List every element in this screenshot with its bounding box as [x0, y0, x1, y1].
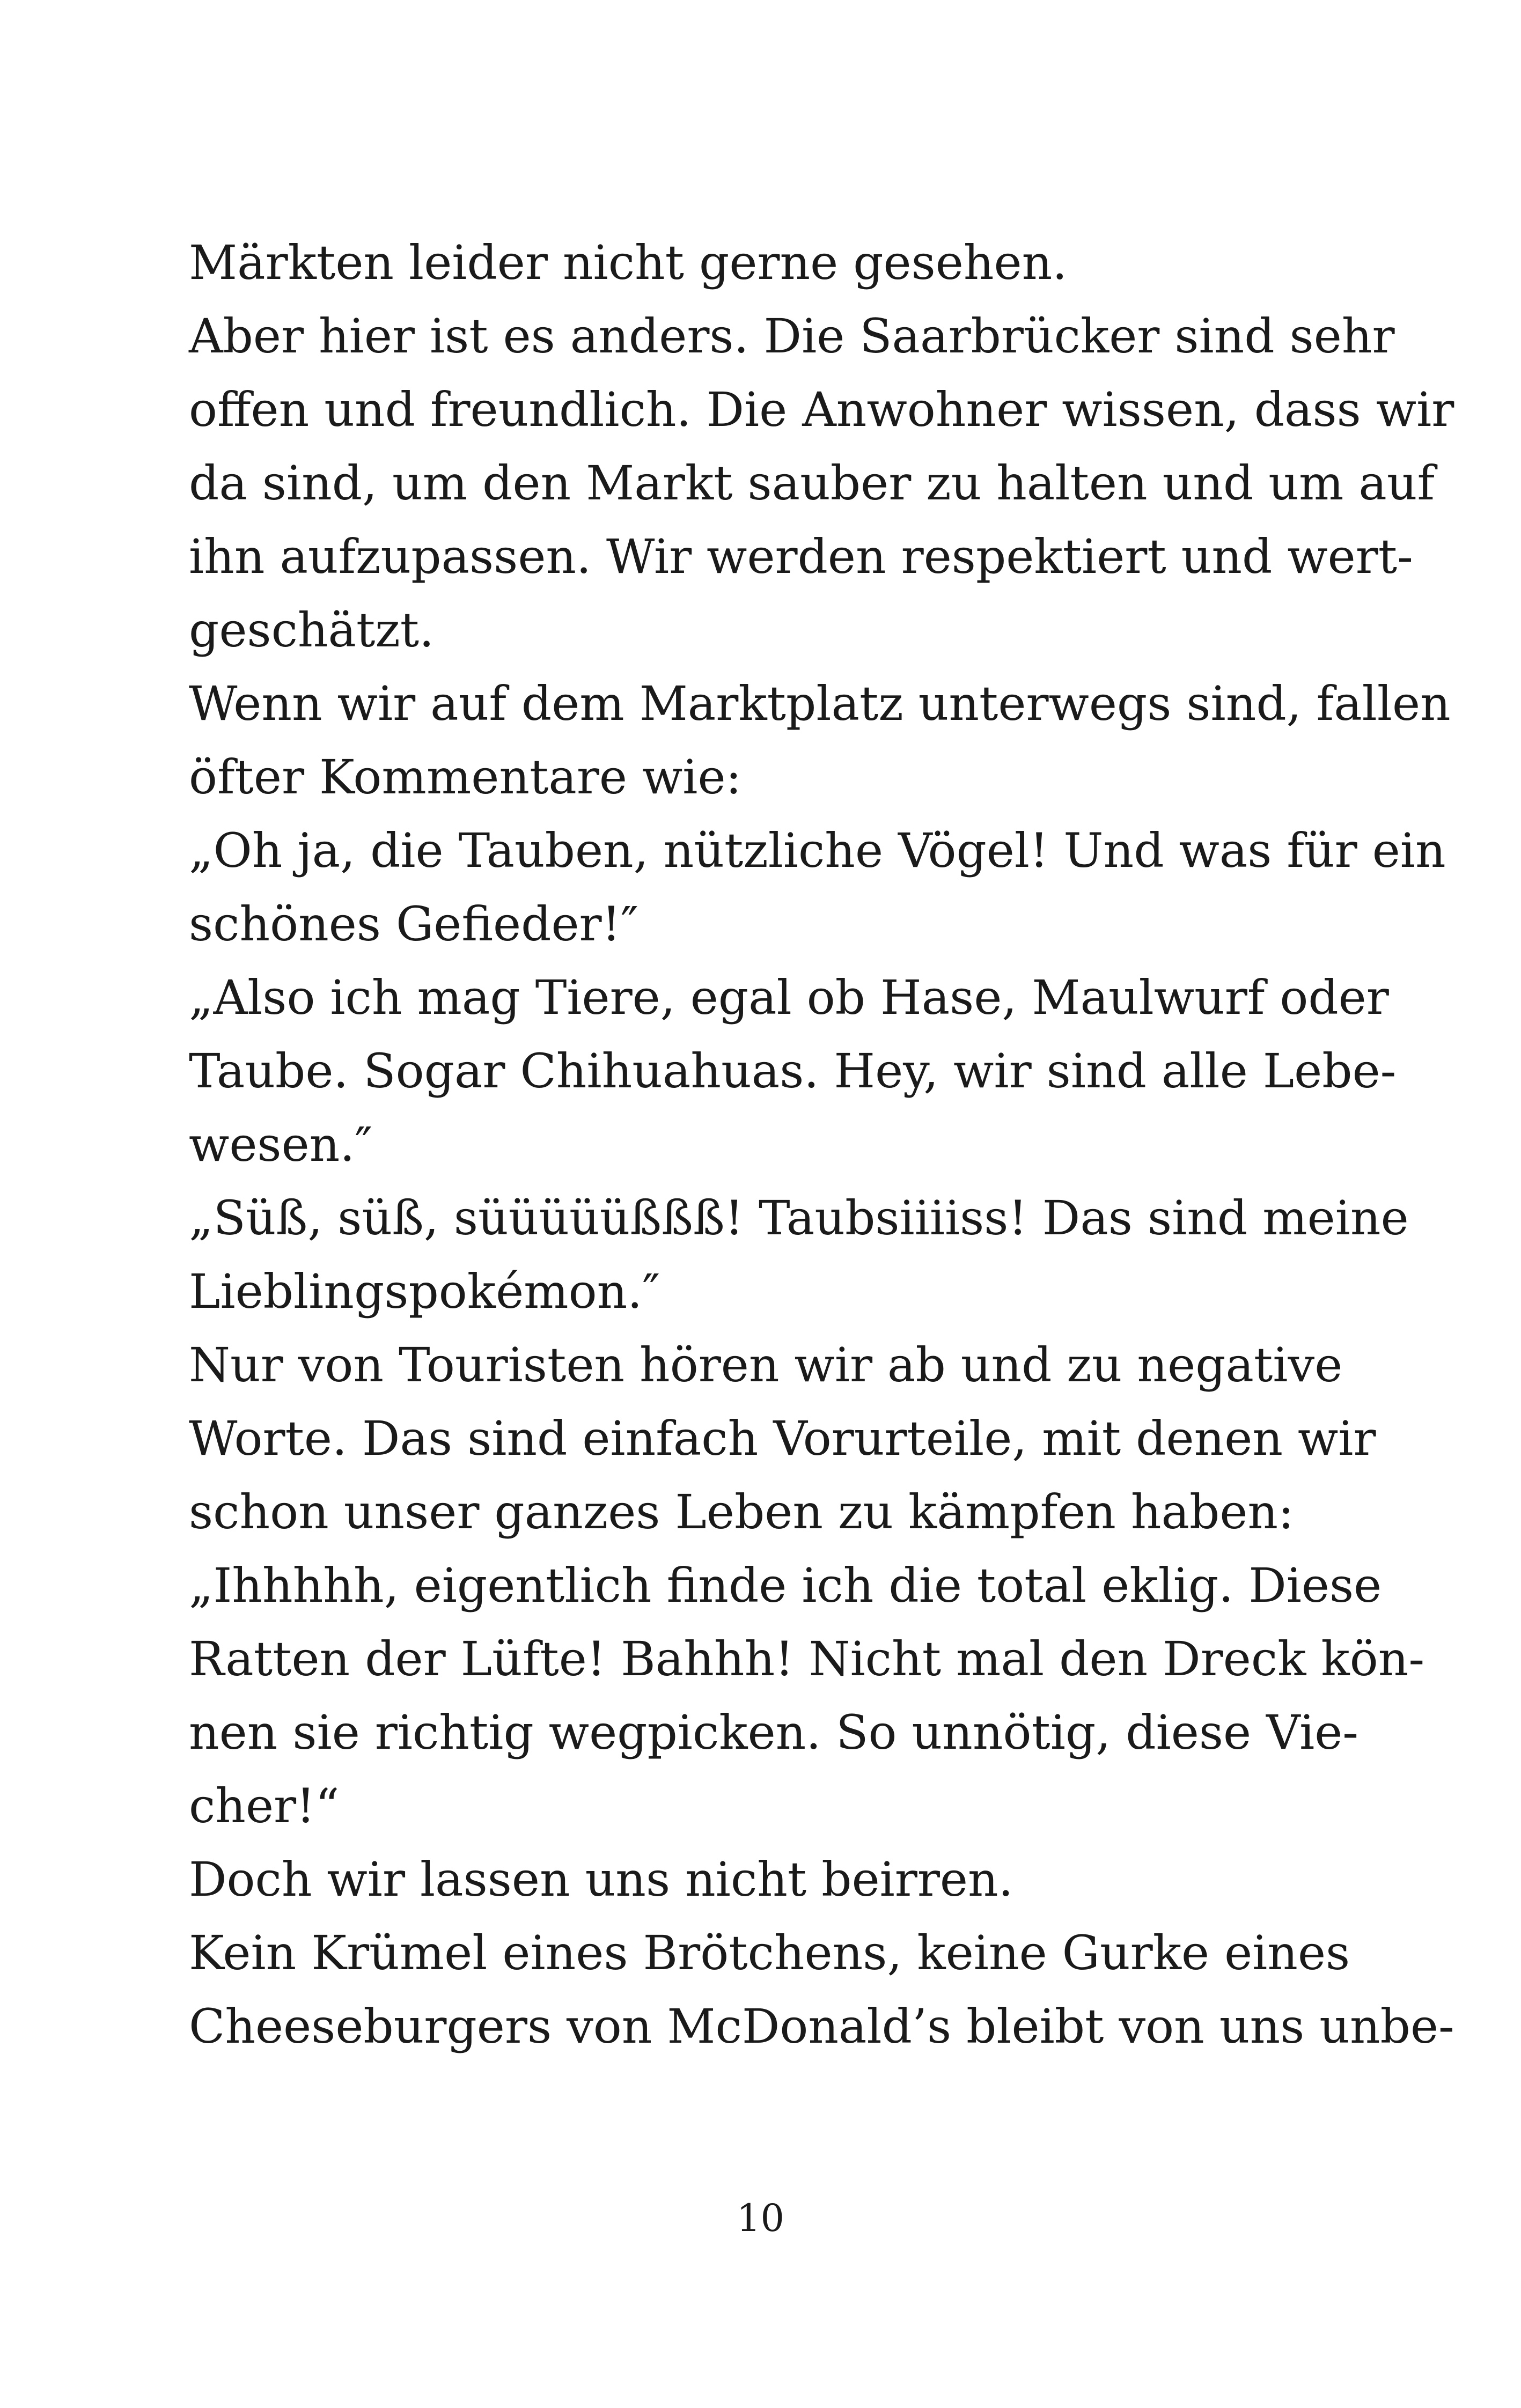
text-line: Worte. Das sind einfach Vorurteile, mit denen wir	[189, 1411, 1376, 1466]
text-line: Wenn wir auf dem Marktplatz unterwegs sind, fallen	[189, 676, 1451, 731]
text-line: „Süß, süß, süüüüüßßß! Taubsiiiiss! Das sind meine	[189, 1190, 1409, 1246]
text-line: Taube. Sogar Chihuahuas. Hey, wir sind alle Lebe-	[189, 1043, 1397, 1099]
text-line: da sind, um den Markt sauber zu halten und um auf	[189, 455, 1435, 511]
text-line: geschätzt.	[189, 602, 435, 658]
text-line: „Oh ja, die Tauben, nützliche Vögel! Und was für ein	[189, 823, 1446, 878]
text-line: Nur von Touristen hören wir ab und zu negative	[189, 1337, 1343, 1393]
text-line: „Also ich mag Tiere, egal ob Hase, Maulwurf oder	[189, 970, 1389, 1025]
text-line: Cheeseburgers von McDonald’s bleibt von uns unbe-	[189, 1999, 1454, 2054]
text-line: ihn aufzupassen. Wir werden respektiert und wert-	[189, 529, 1413, 584]
text-line: cher!“	[189, 1778, 340, 1833]
text-line: „Ihhhhh, eigentlich finde ich die total eklig. Diese	[189, 1558, 1382, 1613]
text-line: schönes Gefieder!″	[189, 896, 638, 952]
page-number: 10	[736, 2196, 785, 2240]
text-line: Märkten leider nicht gerne gesehen.	[189, 235, 1068, 290]
text-line: nen sie richtig wegpicken. So unnötig, diese Vie-	[189, 1705, 1359, 1760]
body-text	[189, 226, 1454, 2063]
text-line: schon unser ganzes Leben zu kämpfen haben:	[189, 1484, 1294, 1540]
text-line: offen und freundlich. Die Anwohner wissen, dass wir	[189, 382, 1454, 437]
text-line: öfter Kommentare wie:	[189, 749, 742, 805]
text-line: Kein Krümel eines Brötchens, keine Gurke eines	[189, 1925, 1350, 1980]
text-line: wesen.″	[189, 1117, 373, 1172]
text-line: Ratten der Lüfte! Bahhh! Nicht mal den Dreck kön-	[189, 1631, 1425, 1687]
text-line: Lieblingspokémon.″	[189, 1264, 660, 1319]
text-line: Doch wir lassen uns nicht beirren.	[189, 1852, 1013, 1907]
text-line: Aber hier ist es anders. Die Saarbrücker sind sehr	[189, 308, 1395, 364]
